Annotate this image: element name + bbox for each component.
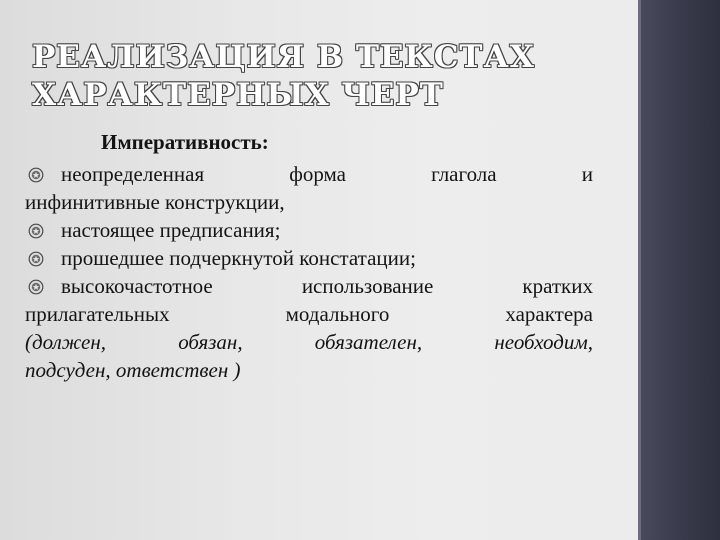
bullet-4-line-1	[25, 272, 593, 300]
bullet-icon	[25, 244, 61, 272]
bullet-icon	[25, 272, 61, 300]
bullet-3-text: прошедшее подчеркнутой констатации;	[61, 246, 416, 270]
bullet-3-line-1	[25, 244, 593, 272]
bullet-item-4	[25, 272, 593, 384]
content-heading: Императивность:	[101, 130, 269, 154]
bullet-item-1	[25, 160, 593, 216]
bullet-item-3	[25, 244, 593, 272]
bullet-1-text-1: неопределенная форма глагола и	[61, 162, 593, 186]
bullet-4-text-1: высокочастотное использование кратких	[61, 274, 593, 298]
bullet-icon	[25, 160, 61, 188]
slide-title-line-1: РЕАЛИЗАЦИЯ В ТЕКСТАХ	[32, 39, 535, 75]
bullet-2-text: настоящее предписания;	[61, 218, 281, 242]
side-decor-panel	[638, 0, 720, 540]
bullet-4-line-3: (должен, обязан, обязателен, необходим,	[25, 330, 593, 354]
bullet-icon	[25, 216, 61, 244]
bullet-4-line-2: прилагательных модального характера	[25, 302, 593, 326]
bullet-1-line-2: инфинитивные конструкции,	[25, 190, 285, 214]
bullet-1-line-1	[25, 160, 593, 188]
bullet-4-line-4: подсуден, ответствен )	[25, 358, 241, 382]
slide-title-line-2: ХАРАКТЕРНЫХ ЧЕРТ	[32, 77, 444, 113]
bullet-2-line-1	[25, 216, 593, 244]
slide-content	[25, 128, 593, 384]
slide-title	[32, 38, 552, 114]
bullet-item-2	[25, 216, 593, 244]
